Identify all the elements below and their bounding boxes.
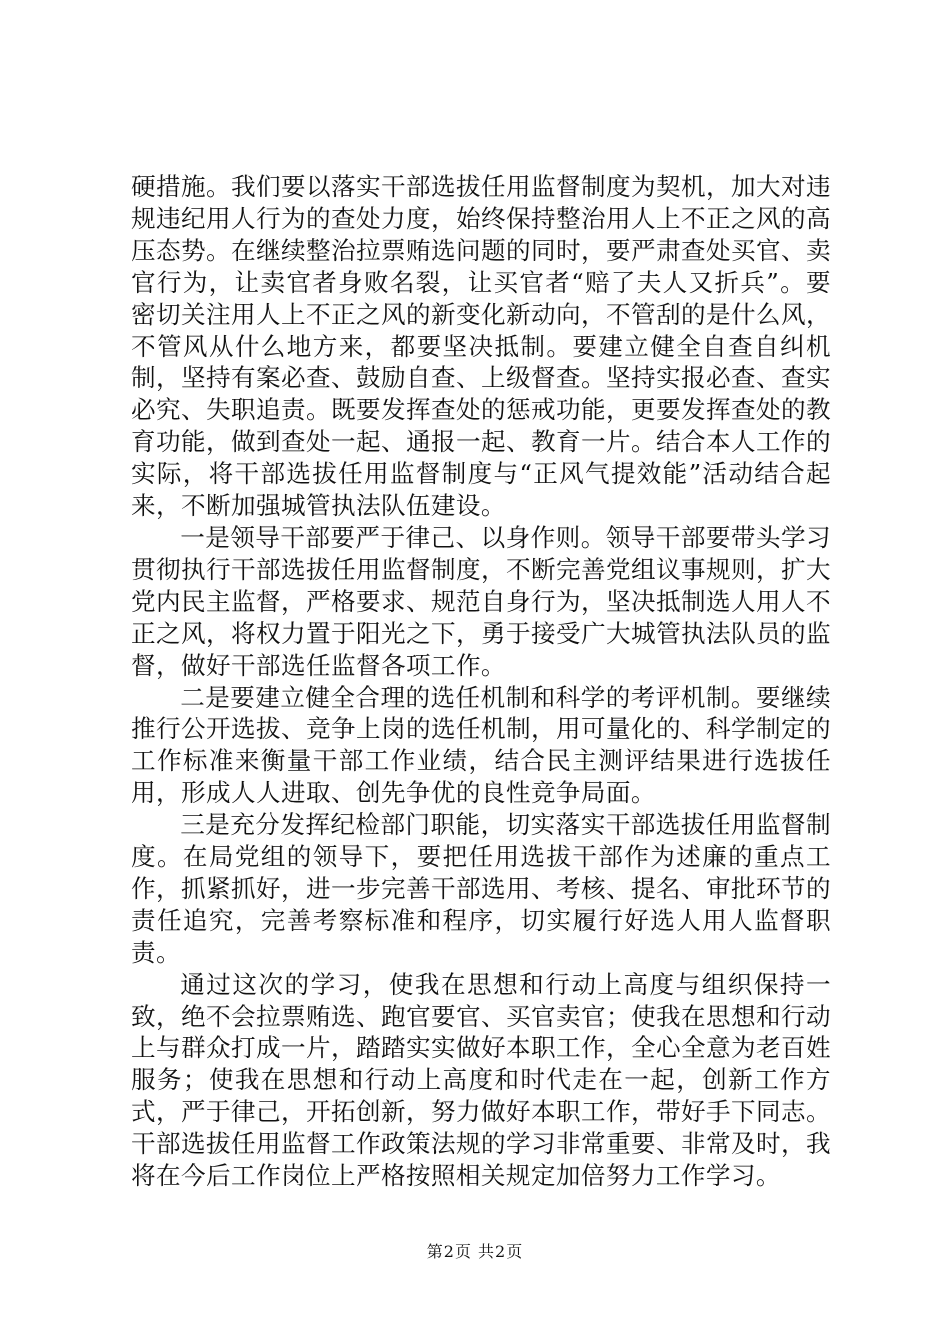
page-footer-indicator: 第2页 共2页 bbox=[426, 1242, 524, 1261]
document-body bbox=[131, 171, 831, 1192]
body-paragraph-4: 三是充分发挥纪检部门职能，切实落实干部选拔任用监督制度。在局党组的领导下，要把任用选拔干部作为述廉的重点工作，抓紧抓好，进一步完善干部选用、考核、提名、审批环节的责任追究，完善考察标准和程序，切实履行好选人用人监督职责。 bbox=[131, 810, 831, 967]
body-paragraph-2: 一是领导干部要严于律己、以身作则。领导干部要带头学习贯彻执行干部选拔任用监督制度，不断完善党组议事规则，扩大党内民主监督，严格要求、规范自身行为，坚决抵制选人用人不正之风，将权力置于阳光之下，勇于接受广大城管执法队员的监督，做好干部选任监督各项工作。 bbox=[131, 522, 831, 680]
body-paragraph-1: 硬措施。我们要以落实干部选拔任用监督制度为契机，加大对违规违纪用人行为的查处力度，始终保持整治用人上不正之风的高压态势。在继续整治拉票贿选问题的同时，要严肃查处买官、卖官行为，让卖官者身败名裂，让买官者“赔了夫人又折兵”。要密切关注用人上不正之风的新变化新动向，不管刮的是什么风，不管风从什么地方来，都要坚决抵制。要建立健全自查自纠机制，坚持有案必查、鼓励自查、上级督查。坚持实报必查、查实必究、失职追责。既要发挥查处的惩戒功能，更要发挥查处的教育功能，做到查处一起、通报一起、教育一片。结合本人工作的实际，将干部选拔任用监督制度与“正风气提效能”活动结合起来，不断加强城管执法队伍建设。 bbox=[131, 172, 831, 521]
body-paragraph-5: 通过这次的学习，使我在思想和行动上高度与组织保持一致，绝不会拉票贿选、跑官要官、买官卖官；使我在思想和行动上与群众打成一片，踏踏实实做好本职工作，全心全意为老百姓服务；使我在思想和行动上高度和时代走在一起，创新工作方式，严于律己，开拓创新，努力做好本职工作，带好手下同志。干部选拔任用监督工作政策法规的学习非常重要、非常及时，我将在今后工作岗位上严格按照相关规定加倍努力工作学习。 bbox=[131, 969, 831, 1191]
body-paragraph-3: 二是要建立健全合理的选任机制和科学的考评机制。要继续推行公开选拔、竞争上岗的选任机制，用可量化的、科学制定的工作标准来衡量干部工作业绩，结合民主测评结果进行选拔任用，形成人人进取、创先争优的良性竞争局面。 bbox=[131, 682, 831, 808]
